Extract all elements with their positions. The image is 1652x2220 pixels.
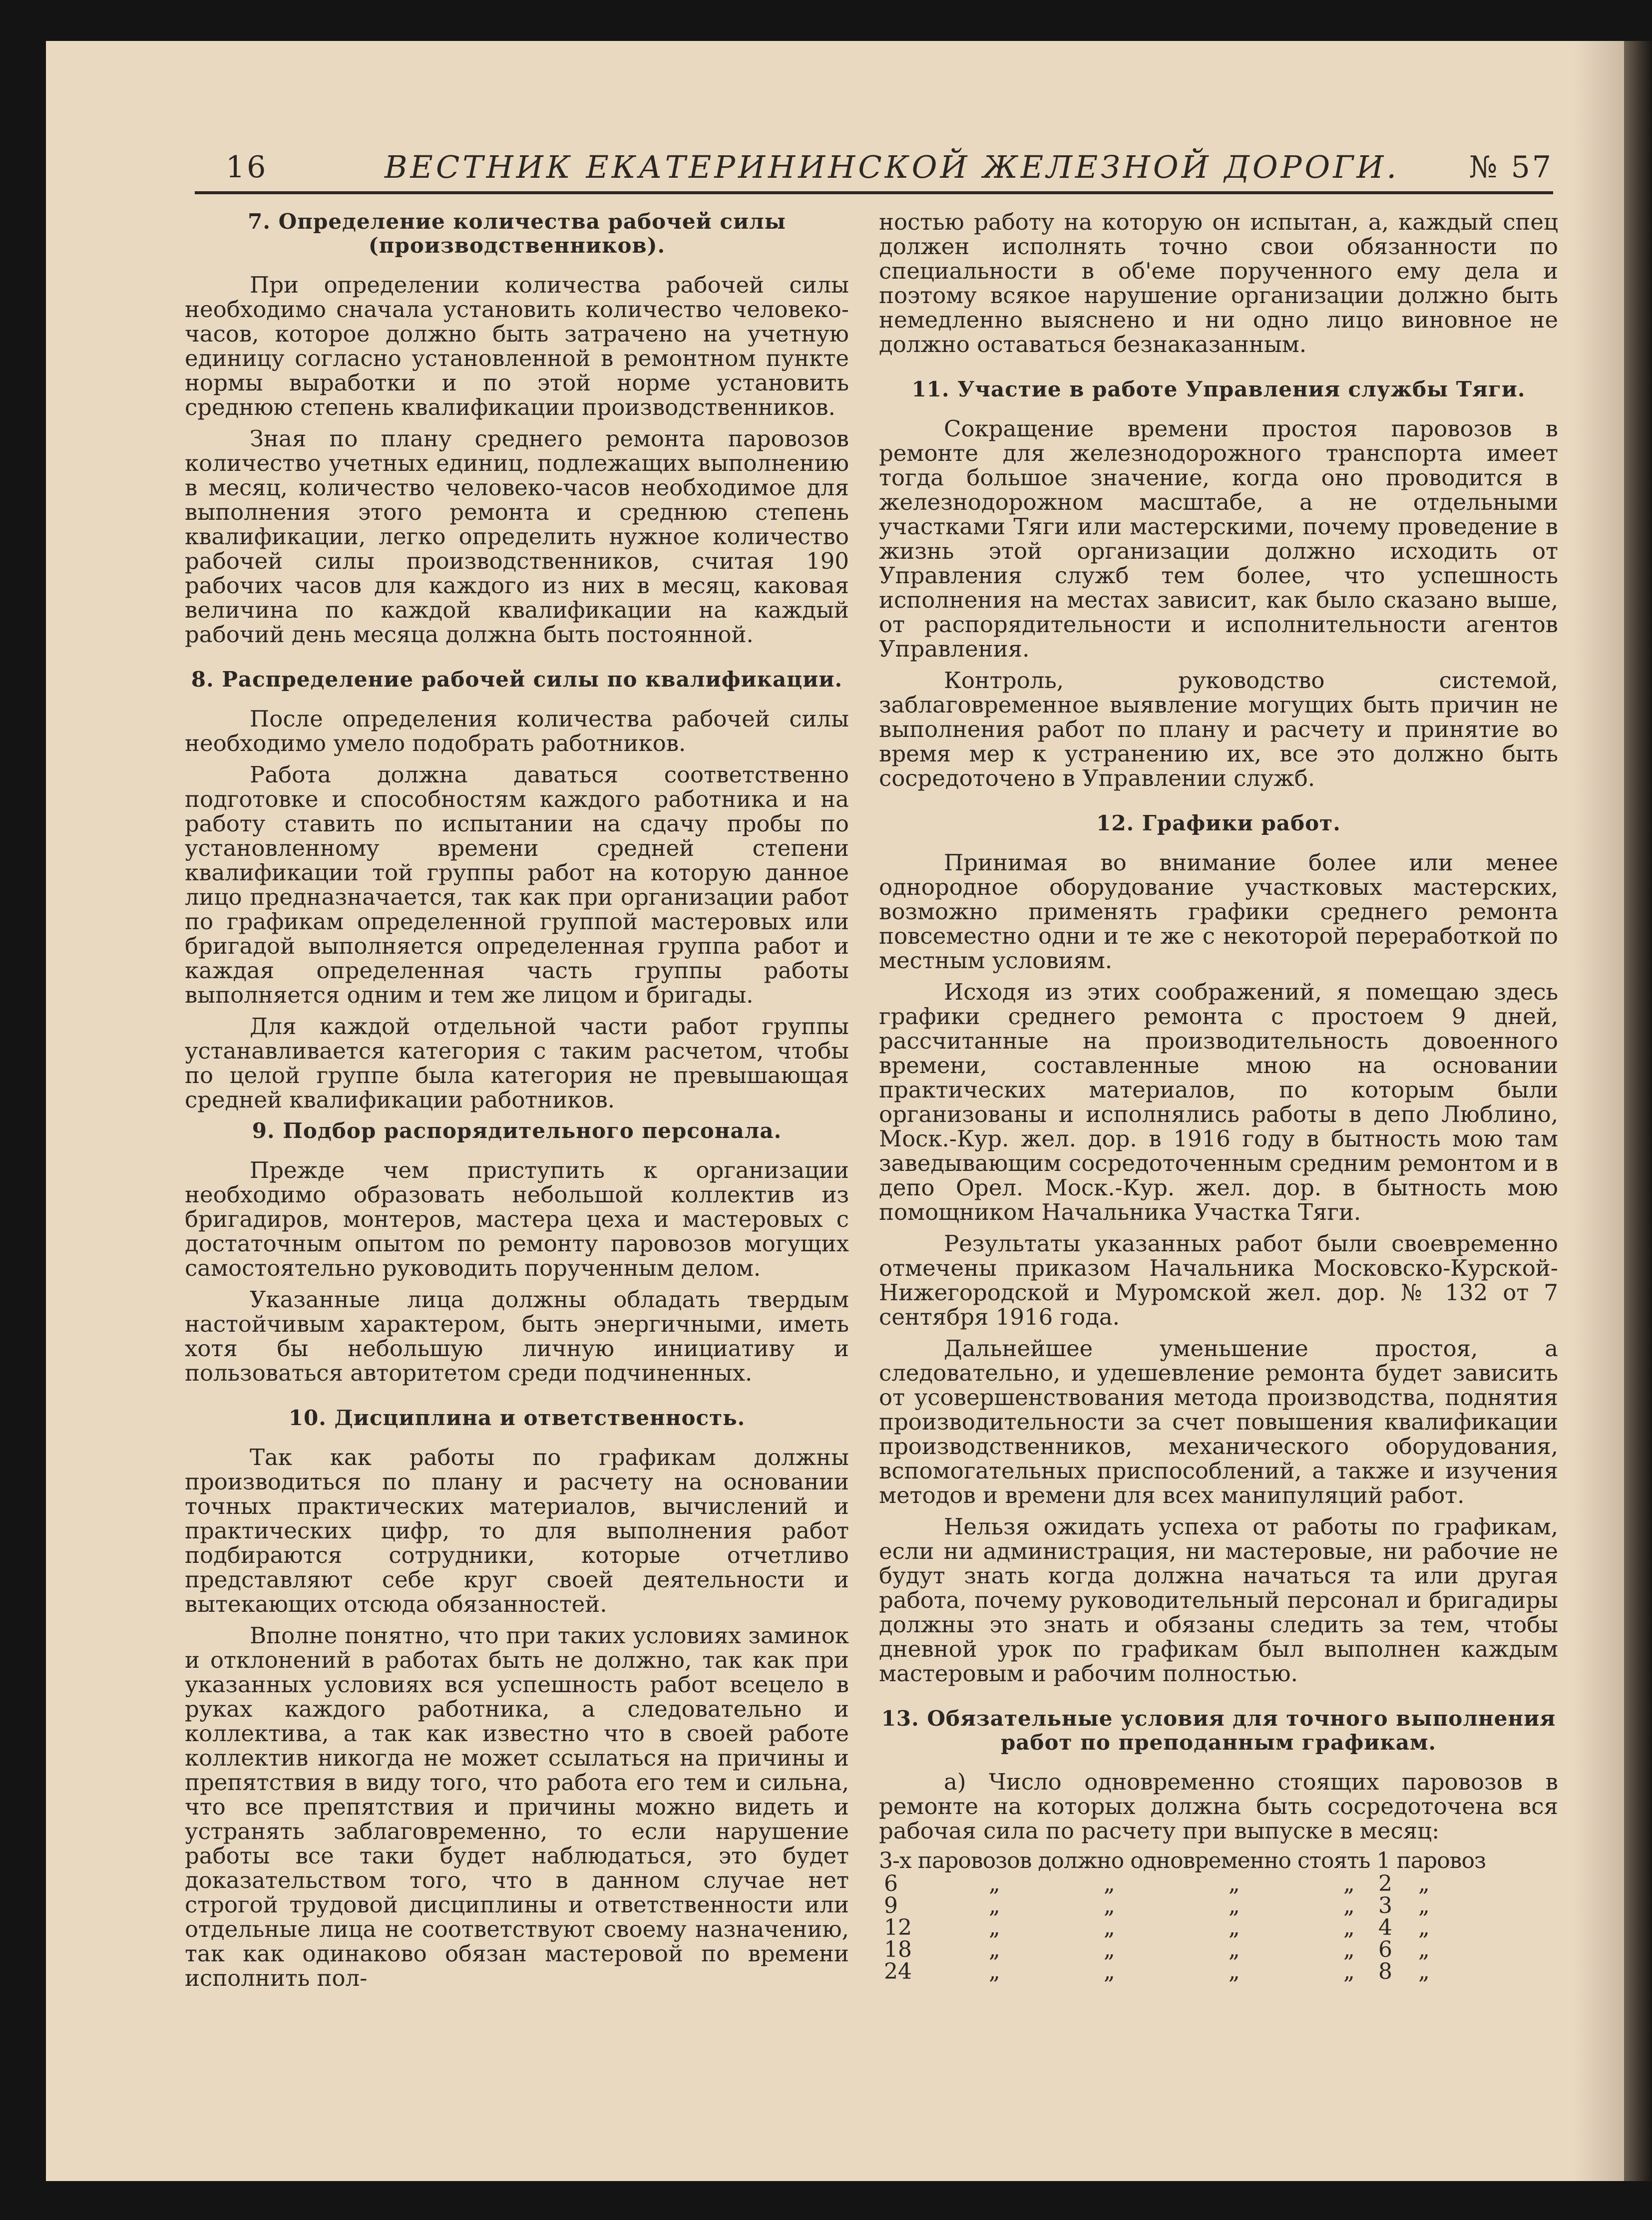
ditto-mark: „ — [1229, 1959, 1240, 1984]
paragraph: При определении количества рабочей силы необходимо сначала установить количество человеко-часов, которое должно быть затрачено на учетную единицу согласно установленной в ремонтном пункте нормы выработки и по этой норме установить среднюю степень квалификации производственников. — [185, 272, 849, 420]
table-row — [879, 1873, 1558, 1895]
monthly-count: 12 — [884, 1915, 912, 1940]
ditto-mark: „ — [989, 1915, 1000, 1940]
ditto-mark: „ — [1104, 1871, 1115, 1896]
paragraph: Указанные лица должны обладать твердым настойчивым характером, быть энергичными, иметь хотя бы небольшую личную инициативу и пользоваться авторитетом среди подчиненных. — [185, 1286, 849, 1386]
ditto-mark: „ — [1418, 1871, 1430, 1896]
monthly-count: 24 — [884, 1959, 912, 1984]
simultaneous-count: 3 — [1378, 1893, 1392, 1918]
paragraph-continuation: ностью работу на которую он испытан, а, каждый спец должен исполнять точно свои обязанности по специальности в об'еме порученного ему дела и поэтому всякое нарушение организации должно быть немедленно выяснено и ни одно лицо виновное не должно оставаться безнаказанным. — [879, 210, 1558, 358]
ditto-mark: „ — [1343, 1937, 1355, 1962]
paragraph: После определения количества рабочей силы необходимо умело подобрать работников. — [185, 706, 849, 756]
running-header — [195, 142, 1553, 192]
paragraph: Контроль, руководство системой, заблаговременное выявление могущих быть причин не выполнения работ по плану и расчету и принятие во время мер к устранению их, все это должно быть сосредоточено в Управлении служб. — [879, 667, 1558, 791]
ditto-mark: „ — [989, 1937, 1000, 1962]
ditto-mark: „ — [1229, 1915, 1240, 1940]
ditto-mark: „ — [1418, 1937, 1430, 1962]
ditto-mark: „ — [1229, 1871, 1240, 1896]
paragraph: Прежде чем приступить к организации необходимо образовать небольшой коллектив из бригадиров, монтеров, мастера цеха и мастеровых с достаточным опытом по ремонту паровозов могущих самостоятельно руководить порученным делом. — [185, 1157, 849, 1281]
monthly-count: 18 — [884, 1937, 912, 1962]
ditto-mark: „ — [1343, 1915, 1355, 1940]
simultaneous-count: 4 — [1378, 1915, 1392, 1940]
table-row — [879, 1939, 1558, 1961]
monthly-count: 6 — [884, 1871, 898, 1896]
paragraph: Сокращение времени простоя паровозов в ремонте для железнодорожного транспорта имеет тогда большое значение, когда оно проводится в железнодорожном масштабе, а не отдельными участками Тяги или мастерскими, почему проведение в жизнь этой организации должно исходить от Управления служб тем более, что успешность исполнения на местах зависит, как было сказано выше, от распорядительности и исполнительности агентов Управления. — [879, 415, 1558, 662]
section-13-heading: 13. Обязательные условия для точного выполнения работ по преподанным графикам. — [881, 1706, 1556, 1755]
ditto-mark: „ — [1229, 1893, 1240, 1918]
right-column — [879, 210, 1558, 2157]
section-11-heading: 11. Участие в работе Управления службы Тяги. — [911, 377, 1526, 401]
table-header-row: 3-х паровозов должно одновременно стоять 1 паровоз — [879, 1848, 1486, 1873]
ditto-mark: „ — [989, 1871, 1000, 1896]
ditto-mark: „ — [1229, 1937, 1240, 1962]
simultaneous-count: 6 — [1378, 1937, 1392, 1962]
ditto-mark: „ — [1343, 1871, 1355, 1896]
paragraph: Нельзя ожидать успеха от работы по графикам, если ни администрация, ни мастеровые, ни рабочие не будут знать когда должна начаться та или другая работа, почему руководительный персонал и бригадиры должны это знать и обязаны следить за тем, чтобы дневной урок по графикам был выполнен каждым мастеровым и рабочим полностью. — [879, 1513, 1558, 1687]
table-row — [879, 1917, 1558, 1939]
issue-number: № 57 — [1469, 150, 1553, 185]
ditto-mark: „ — [1343, 1959, 1355, 1984]
paragraph: Дальнейшее уменьшение простоя, а следовательно, и удешевление ремонта будет зависить от усовершенствования метода производства, поднятия производительности за счет повышения квалификации производственников, механического оборудования, вспомогательных приспособлений, а также и изучения методов и времени для всех манипуляций работ. — [879, 1335, 1558, 1508]
table-row — [879, 1895, 1558, 1917]
ditto-mark: „ — [1104, 1893, 1115, 1918]
paragraph: Результаты указанных работ были своевременно отмечены приказом Начальника Московско-Курской-Нижегородской и Муромской жел. дор. № 132 от 7 сентября 1916 года. — [879, 1230, 1558, 1330]
paragraph: Так как работы по графикам должны производиться по плану и расчету на основании точных практических материалов, вычислений и практических цифр, то для выполнения работ подбираются сотрудники, которые отчетливо представляют себе круг своей деятельности и вытекающих отсюда обязанностей. — [185, 1444, 849, 1617]
page-number: 16 — [226, 150, 268, 185]
header-rule — [195, 191, 1553, 194]
paragraph: Для каждой отдельной части работ группы устанавливается категория с таким расчетом, чтобы по целой группе была категория не превышающая средней квалификации работников. — [185, 1013, 849, 1113]
section-12-heading: 12. Графики работ. — [1096, 811, 1341, 835]
ditto-mark: „ — [1343, 1893, 1355, 1918]
section-7-heading: 7. Определение количества рабочей силы (производственников). — [248, 210, 786, 258]
ditto-mark: „ — [1418, 1915, 1430, 1940]
monthly-count: 9 — [884, 1893, 898, 1918]
paragraph: Зная по плану среднего ремонта паровозов количество учетных единиц, подлежащих выполнению в месяц, количество человеко-часов необходимое для выполнения этого ремонта и среднюю степень квалификации, легко определить нужное количество рабочей силы производственников, считая 190 рабочих часов для каждого из них в месяц, каковая величина по каждой квалификации на каждый рабочий день месяца должна быть постоянной. — [185, 425, 849, 648]
next-page-edge — [1624, 41, 1652, 2181]
ditto-mark: „ — [1104, 1937, 1115, 1962]
paragraph: а) Число одновременно стоящих паровозов в ремонте на которых должна быть сосредоточена вся рабочая сила по расчету при выпуске в месяц: — [879, 1769, 1558, 1844]
locomotive-table — [879, 1850, 1558, 1983]
left-column — [185, 210, 849, 2157]
ditto-mark: „ — [1418, 1893, 1430, 1918]
simultaneous-count: 2 — [1378, 1871, 1392, 1896]
section-8-heading: 8. Распределение рабочей силы по квалификации. — [191, 667, 843, 692]
section-9-heading: 9. Подбор распорядительного персонала. — [252, 1118, 782, 1143]
ditto-mark: „ — [989, 1959, 1000, 1984]
table-row — [879, 1961, 1558, 1983]
simultaneous-count: 8 — [1378, 1959, 1392, 1984]
section-10-heading: 10. Дисциплина и ответственность. — [288, 1406, 746, 1430]
ditto-mark: „ — [1104, 1915, 1115, 1940]
binding-shadow — [1573, 41, 1624, 2181]
ditto-mark: „ — [989, 1893, 1000, 1918]
ditto-mark: „ — [1104, 1959, 1115, 1984]
paragraph: Принимая во внимание более или менее однородное оборудование участковых мастерских, возможно применять графики среднего ремонта повсеместно одни и те же с некоторой переработкой по местным условиям. — [879, 849, 1558, 974]
paragraph: Работа должна даваться соответственно подготовке и способностям каждого работника и на работу ставить по испытании на сдачу пробы по установленному времени средней степени квалификации той группы работ на которую данное лицо предназначается, так как при организации работ по графикам определенной группой мастеровых или бригадой выполняется определенная группа работ и каждая определенная часть группы работы выполняется одним и тем же лицом и бригады. — [185, 761, 849, 1008]
ditto-mark: „ — [1418, 1959, 1430, 1984]
journal-title: ВЕСТНИК ЕКАТЕРИНИНСКОЙ ЖЕЛЕЗНОЙ ДОРОГИ. — [385, 149, 1400, 185]
paragraph: Исходя из этих соображений, я помещаю здесь графики среднего ремонта с простоем 9 дней, рассчитанные на производительность довоенного времени, составленные мною на основании практических материалов, по которым были организованы и исполнялись работы в депо Люблино, Моск.-Кур. жел. дор. в 1916 году в бытность мою там заведывающим сосредоточенным средним ремонтом и в депо Орел. Моск.-Кур. жел. дор. в бытность мою помощником Начальника Участка Тяги. — [879, 979, 1558, 1225]
paragraph: Вполне понятно, что при таких условиях заминок и отклонений в работах быть не должно, так как при указанных условиях вся успешность работ всецело в руках каждого работника, а следовательно и коллектива, а так как известно что в своей работе коллектив никогда не может ссылаться на причины и препятствия в виду того, что работа его тем и сильна, что все препятствия и причины можно видеть и устранять заблаговременно, то если нарушение работы все таки будет наблюдаться, это будет доказательством того, что в данном случае нет строгой трудовой дисциплины и ответственности или отдельные лица не соответствуют своему назначению, так как одинаково обязан мастеровой по времени исполнить пол- — [185, 1622, 849, 1991]
